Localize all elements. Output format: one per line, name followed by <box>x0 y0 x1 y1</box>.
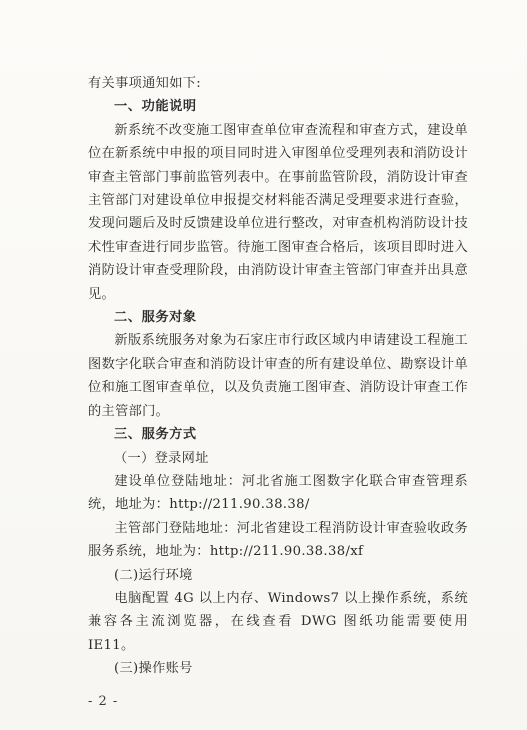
document-body <box>88 72 468 681</box>
subheading-login-url: （一）登录网址 <box>114 450 209 466</box>
login-url-builder: 建设单位登陆地址：河北省施工图数字化联合审查管理系统，地址为：http://211.90.38.38/ <box>88 473 468 513</box>
section-heading-service-target: 二、服务对象 <box>114 310 197 326</box>
login-url-authority: 主管部门登陆地址：河北省建设工程消防设计审查验收政务服务系统，地址为：http://211.90.38.38/xf <box>88 520 468 560</box>
section-heading-function: 一、功能说明 <box>114 99 197 115</box>
subheading-runtime-environment: (二)运行环境 <box>114 567 193 583</box>
section-paragraph-service-target: 新版系统服务对象为石家庄市行政区域内申请建设工程施工图数字化联合审查和消防设计审查的所有建设单位、勘察设计单位和施工图审查单位，以及负责施工图审查、消防设计审查工作的主管部门。 <box>88 333 468 419</box>
section-paragraph-function: 新系统不改变施工图审查单位审查流程和审查方式，建设单位在新系统中申报的项目同时进入审图单位受理列表和消防设计审查主管部门事前监管列表中。在事前监管阶段，消防设计审查主管部门对建设单位申报提交材料能否满足受理要求进行查验，发现问题后及时反馈建设单位进行整改，对审查机构消防设计技术性审查进行同步监管。待施工图审查合格后，该项目即时进入消防设计审查受理阶段，由消防设计审查主管部门审查并出具意见。 <box>88 122 468 302</box>
subheading-operation-account: (三)操作账号 <box>114 661 193 677</box>
runtime-environment-text: 电脑配置 4G 以上内存、Windows7 以上操作系统，系统兼容各主流浏览器，在线查看 DWG 图纸功能需要使用 IE11。 <box>88 590 468 653</box>
page-number: - 2 - <box>88 694 119 709</box>
section-heading-service-method: 三、服务方式 <box>114 427 197 443</box>
intro-text: 有关事项通知如下: <box>88 76 202 91</box>
